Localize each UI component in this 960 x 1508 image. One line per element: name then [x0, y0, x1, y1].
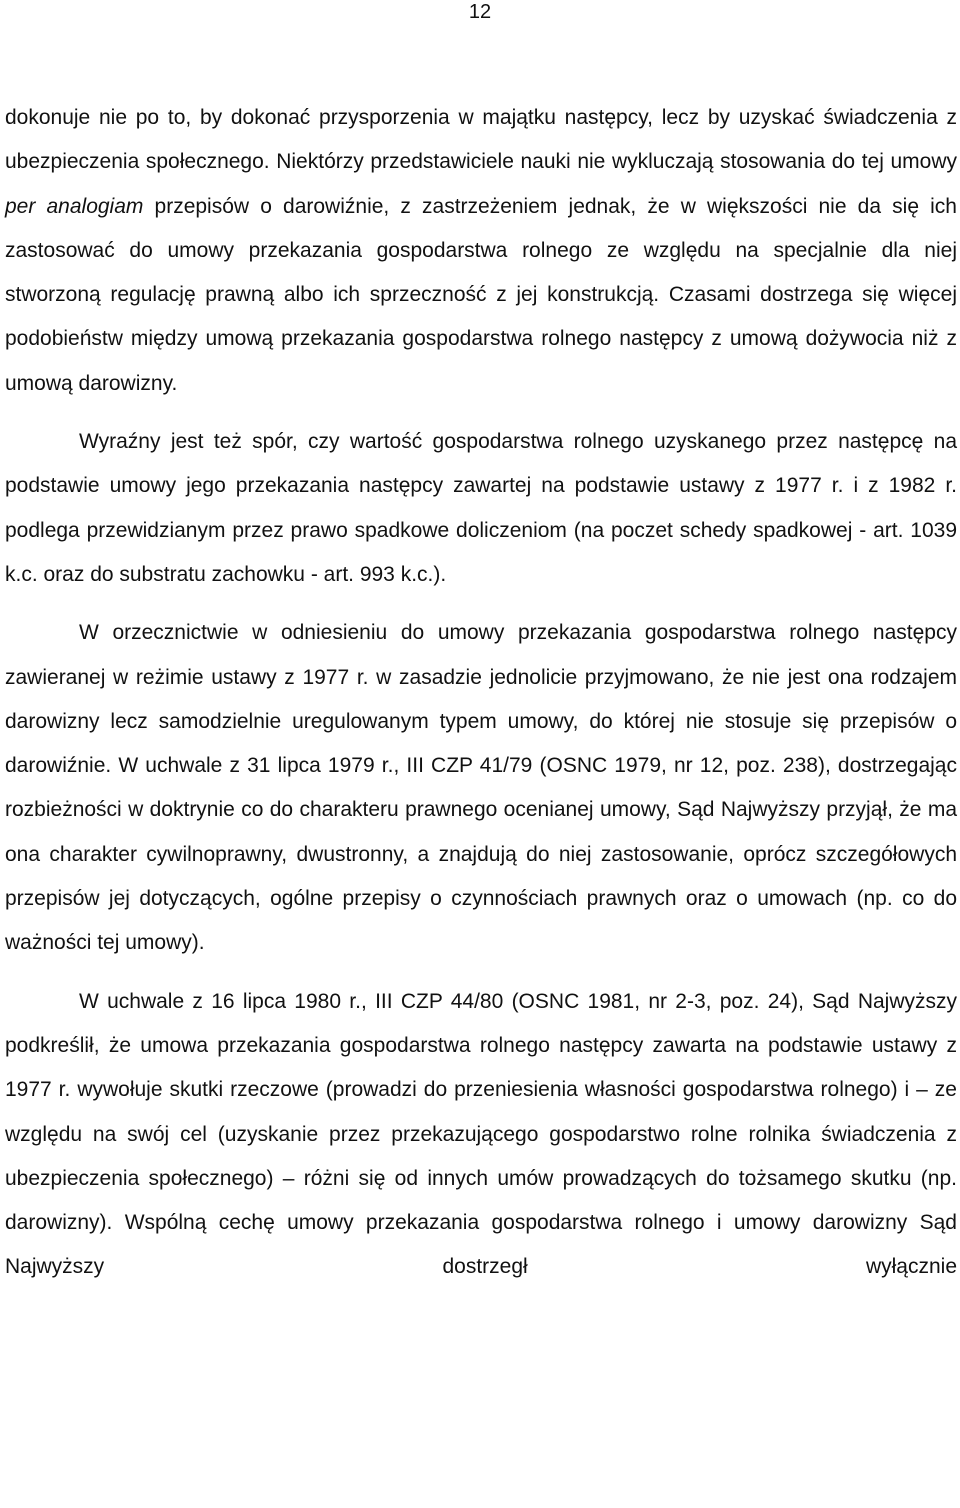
paragraph-resolution-1980: W uchwale z 16 lipca 1980 r., III CZP 44/80 (OSNC 1981, nr 2-3, poz. 24), Sąd Najwyższy podkreślił, że umowa przekazania gospodarstwa rolnego następcy zawarta na podstawie ustawy z 1977 r. wywołuje skutki rzeczowe (prowadzi do przeniesienia własności gospodarstwa rolnego) i – ze względu na swój cel (uzyskanie przez przekazującego gospodarstwo rolne rolnika świadczenia z ubezpieczenia społecznego) – różni się od innych umów prowadzących do tożsamego skutku (np. darowizny). Wspólną cechę umowy przekazania gospodarstwa rolnego i umowy darowizny Sąd Najwyższy dostrzegł wyłącznie: [5, 989, 957, 1279]
paragraph-case-law: W orzecznictwie w odniesieniu do umowy przekazania gospodarstwa rolnego następcy zawieranej w reżimie ustawy z 1977 r. w zasadzie jednolicie przyjmowano, że nie jest ona rodzajem darowizny lecz samodzielnie uregulowanym typem umowy, do której nie stosuje się przepisów o darowiźnie. W uchwale z 31 lipca 1979 r., III CZP 41/79 (OSNC 1979, nr 12, poz. 238), dostrzegając rozbieżności w doktrynie co do charakteru prawnego ocenianej umowy, Sąd Najwyższy przyjął, że ma ona charakter cywilnoprawny, dwustronny, a znajdują do niej zastosowanie, oprócz szczegółowych przepisów jej dotyczących, ogólne przepisy o czynnościach prawnych oraz o umowach (np. co do ważności tej umowy).: [5, 621, 957, 955]
latin-phrase: per analogiam: [5, 194, 144, 218]
paragraph-dispute: Wyraźny jest też spór, czy wartość gospodarstwa rolnego uzyskanego przez następcę na podstawie umowy jego przekazania następcy zawartej na podstawie ustawy z 1977 r. i z 1982 r. podlega przewidzianym przez prawo spadkowe doliczeniom (na poczet schedy spadkowej - art. 1039 k.c. oraz do substratu zachowku - art. 993 k.c.).: [5, 430, 957, 586]
page-number: 12: [468, 1, 492, 23]
document-body: [5, 96, 957, 1290]
paragraph-text-before: dokonuje nie po to, by dokonać przysporzenia w majątku następcy, lecz by uzyskać świadczenia z ubezpieczenia społecznego. Niektórzy przedstawiciele nauki nie wykluczają stosowania do tej umowy: [5, 106, 957, 174]
paragraph-text-after: przepisów o darowiźnie, z zastrzeżeniem jednak, że w większości nie da się ich zastosować do umowy przekazania gospodarstwa rolnego ze względu na specjalnie dla niej stworzoną regulację prawną albo ich sprzeczność z jej konstrukcją. Czasami dostrzega się więcej podobieństw między umową przekazania gospodarstwa rolnego następcy z umową dożywocia niż z umową darowizny.: [5, 194, 957, 395]
paragraph-continuation: [5, 96, 957, 406]
